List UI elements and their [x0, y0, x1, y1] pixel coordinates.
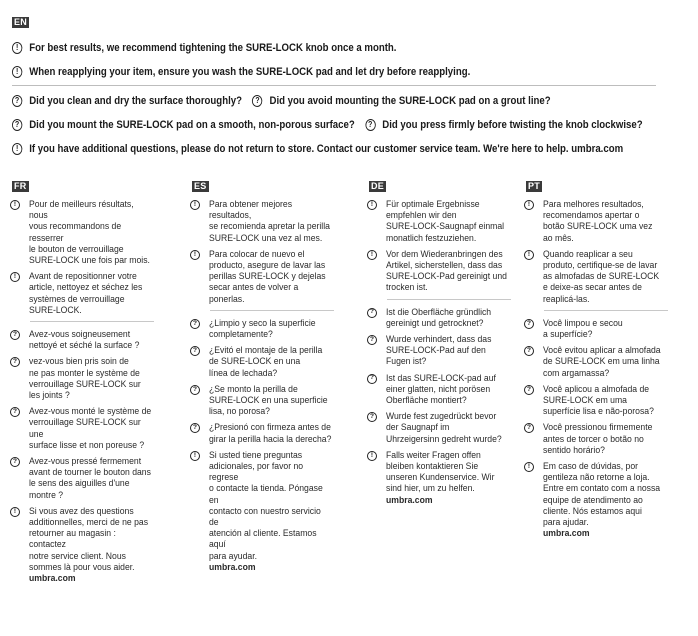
question-text: Avez-vous soigneusement nettoyé et séché la surface ?	[29, 329, 140, 352]
contact-row	[12, 142, 624, 156]
question-text: Avez-vous monté le système de verrouillage SURE-LOCK sur une surface lisse et non poreuse ?	[29, 406, 152, 451]
question-icon: ?	[524, 346, 534, 356]
question-item	[367, 373, 522, 407]
tip-item	[524, 199, 679, 244]
contact-text: Em caso de dúvidas, por gentileza não retorne a loja. Entre em contato com a nossa equipe de atendimento ao cliente. Nós estamos aqui para ajudar.	[543, 461, 661, 529]
info-icon: !	[367, 200, 377, 210]
lang-code: EN	[14, 17, 28, 27]
question-icon: ?	[524, 385, 534, 395]
question-item	[524, 422, 679, 456]
question-item	[190, 345, 345, 379]
tip-item	[10, 271, 165, 316]
website-link[interactable]: umbra.com	[209, 561, 256, 573]
question-text: Você evitou aplicar a almofada de SURE-LOCK em uma linha com argamassa?	[543, 345, 661, 379]
contact-item	[10, 506, 165, 584]
info-icon: !	[10, 507, 20, 517]
question-text: Wurde verhindert, dass das SURE-LOCK-Pad auf den Fugen ist?	[386, 334, 492, 368]
info-icon: !	[367, 451, 377, 461]
tip-row	[12, 65, 593, 79]
question-icon: ?	[367, 412, 377, 422]
question-text: Você aplicou a almofada de SURE-LOCK em uma superfície lisa e não-porosa?	[543, 383, 654, 418]
website-link[interactable]: umbra.com	[29, 573, 76, 585]
contact-item	[367, 450, 522, 506]
question-item	[190, 422, 345, 444]
tip-text: Para melhores resultados, recomendamos apertar o botão SURE-LOCK uma vez ao mês.	[543, 199, 653, 244]
tip-row	[12, 41, 593, 55]
language-badge-en	[12, 12, 688, 30]
column-pt	[524, 176, 679, 544]
contact-text: Si vous avez des questions additionnelles, merci de ne pas retourner au magasin : contactez notre service client. Nous sommes là pour vous aider.	[29, 505, 149, 573]
tip-text: Pour de meilleurs résultats, nous vous recommandons de resserrer le bouton de verrouillage SURE-LOCK une fois par mois.	[29, 199, 150, 267]
contact-text: If you have additional questions, please do not return to store. Contact our customer service team. We're here to help. umbra.com	[29, 143, 624, 155]
question-item	[524, 318, 679, 340]
question-item	[367, 307, 522, 329]
question-text: Wurde fest zugedrückt bevor der Saugnapf im Uhrzeigersinn gedreht wurde?	[386, 411, 502, 445]
column-de	[367, 176, 522, 511]
question-icon: ?	[10, 330, 20, 340]
question-text: vez-vous bien pris soin de ne pas monter le système de verrouillage SURE-LOCK sur les joints ?	[29, 356, 141, 402]
question-item	[10, 356, 165, 401]
info-icon: !	[10, 200, 20, 210]
question-icon: ?	[524, 423, 534, 433]
divider	[30, 321, 154, 322]
question-icon: ?	[12, 95, 22, 107]
lang-code: PT	[528, 181, 541, 191]
question-icon: ?	[10, 457, 20, 467]
question-item	[367, 411, 522, 445]
question-item	[10, 456, 165, 501]
tip-item	[190, 249, 345, 305]
info-icon: !	[12, 66, 22, 78]
question-icon: ?	[367, 335, 377, 345]
tip-item	[367, 249, 522, 294]
info-icon: !	[12, 42, 22, 54]
question-text: Did you press firmly before twisting the knob clockwise?	[382, 119, 643, 131]
question-icon: ?	[10, 357, 20, 367]
tip-item	[524, 249, 679, 305]
tip-item	[10, 199, 165, 266]
contact-item	[190, 450, 345, 573]
translations	[10, 176, 690, 632]
tip-item	[190, 199, 345, 244]
info-icon: !	[524, 250, 534, 260]
info-icon: !	[190, 451, 200, 461]
tip-text: Para colocar de nuevo el producto, asegure de lavar las perillas SURE-LOCK y dejelas secar antes de volver a ponerlas.	[209, 248, 326, 305]
tip-text: Vor dem Wiederanbringen des Artikel, sicherstellen, dass das SURE-LOCK-Pad gereinigt und trocken ist.	[386, 248, 507, 294]
info-icon: !	[10, 272, 20, 282]
divider	[12, 85, 656, 86]
info-icon: !	[367, 250, 377, 260]
divider	[387, 299, 511, 300]
question-text: ¿Presionó con firmeza antes de girar la perilla hacia la derecha?	[209, 422, 332, 445]
contact-text: Si usted tiene preguntas adicionales, por favor no regrese o contacte la tienda. Póngase en contacto con nuestro servicio de atención al cliente. Estamos aquí para ayudar.	[209, 449, 323, 562]
contact-text: Falls weiter Fragen offen bleiben kontaktieren Sie unseren Kundenservice. Wir sind hier, um zu helfen.	[386, 449, 495, 495]
info-icon: !	[12, 143, 22, 155]
tip-text: When reapplying your item, ensure you wash the SURE-LOCK pad and let dry before reapplying.	[29, 66, 471, 78]
question-item	[190, 384, 345, 418]
question-icon: ?	[10, 407, 20, 417]
question-icon: ?	[190, 346, 200, 356]
question-icon: ?	[12, 119, 22, 131]
english-section	[12, 12, 688, 156]
lang-code: FR	[14, 181, 27, 191]
question-icon: ?	[252, 95, 262, 107]
column-es	[190, 176, 345, 578]
info-icon: !	[524, 462, 534, 472]
question-item	[190, 318, 345, 340]
tip-text: Für optimale Ergebnisse empfehlen wir den SURE-LOCK-Saugnapf einmal monatlich festzuziehen.	[386, 199, 505, 244]
question-text: ¿Limpio y seco la superficie completamente?	[209, 317, 316, 341]
tip-text: Para obtener mejores resultados, se recomienda apretar la perilla SURE-LOCK una vez al mes.	[209, 199, 330, 244]
question-item	[10, 406, 165, 451]
question-item	[524, 384, 679, 418]
divider	[210, 310, 334, 311]
question-item	[365, 118, 643, 132]
tip-text: Quando reaplicar a seu produto, certifique-se de lavar as almofadas de SURE-LOCK e deixe-as secar antes de reaplicá-las.	[543, 248, 660, 305]
question-text: Ist das SURE-LOCK-pad auf einer glatten, nicht porösen Oberfläche montiert?	[386, 372, 496, 407]
info-icon: !	[190, 250, 200, 260]
question-item	[367, 334, 522, 368]
website-link[interactable]: umbra.com	[543, 528, 590, 540]
question-icon: ?	[524, 319, 534, 329]
contact-item	[524, 461, 679, 539]
question-text: Você pressionou firmemente antes de torcer o botão no sentido horário?	[543, 422, 653, 456]
question-icon: ?	[367, 308, 377, 318]
question-row	[12, 94, 593, 108]
question-icon: ?	[190, 385, 200, 395]
question-icon: ?	[190, 423, 200, 433]
question-text: Did you avoid mounting the SURE-LOCK pad on a grout line?	[269, 95, 551, 107]
info-icon: !	[524, 200, 534, 210]
question-item	[524, 345, 679, 379]
question-text: ¿Evitó el montaje de la perilla de SURE-LOCK en una línea de lechada?	[209, 345, 323, 379]
question-item	[10, 329, 165, 351]
question-text: Você limpou e secou a superfície?	[543, 317, 623, 341]
question-icon: ?	[365, 119, 375, 131]
lang-code: ES	[194, 181, 207, 191]
info-icon: !	[190, 200, 200, 210]
divider	[544, 310, 668, 311]
question-icon: ?	[190, 319, 200, 329]
website-link[interactable]: umbra.com	[386, 494, 433, 506]
question-item	[252, 94, 550, 108]
column-fr	[10, 176, 165, 589]
question-row	[12, 118, 643, 132]
lang-code: DE	[371, 181, 385, 191]
question-item	[12, 94, 242, 108]
question-item	[12, 118, 355, 132]
question-text: Ist die Oberfläche gründlich gereinigt und getrocknet?	[386, 306, 492, 329]
question-text: Did you mount the SURE-LOCK pad on a smooth, non-porous surface?	[29, 119, 355, 131]
tip-text: Avant de repositionner votre article, nettoyez et séchez les systèmes de verrouillage SURE-LOCK.	[29, 271, 143, 316]
question-text: Did you clean and dry the surface thoroughly?	[29, 95, 242, 107]
question-text: Avez-vous pressé fermement avant de tourner le bouton dans le sens des aiguilles d'une montre ?	[29, 456, 151, 501]
question-icon: ?	[367, 374, 377, 384]
tip-item	[367, 199, 522, 244]
question-text: ¿Se monto la perilla de SURE-LOCK en una superficie lisa, no porosa?	[209, 383, 328, 418]
tip-text: For best results, we recommend tightening the SURE-LOCK knob once a month.	[29, 42, 397, 54]
